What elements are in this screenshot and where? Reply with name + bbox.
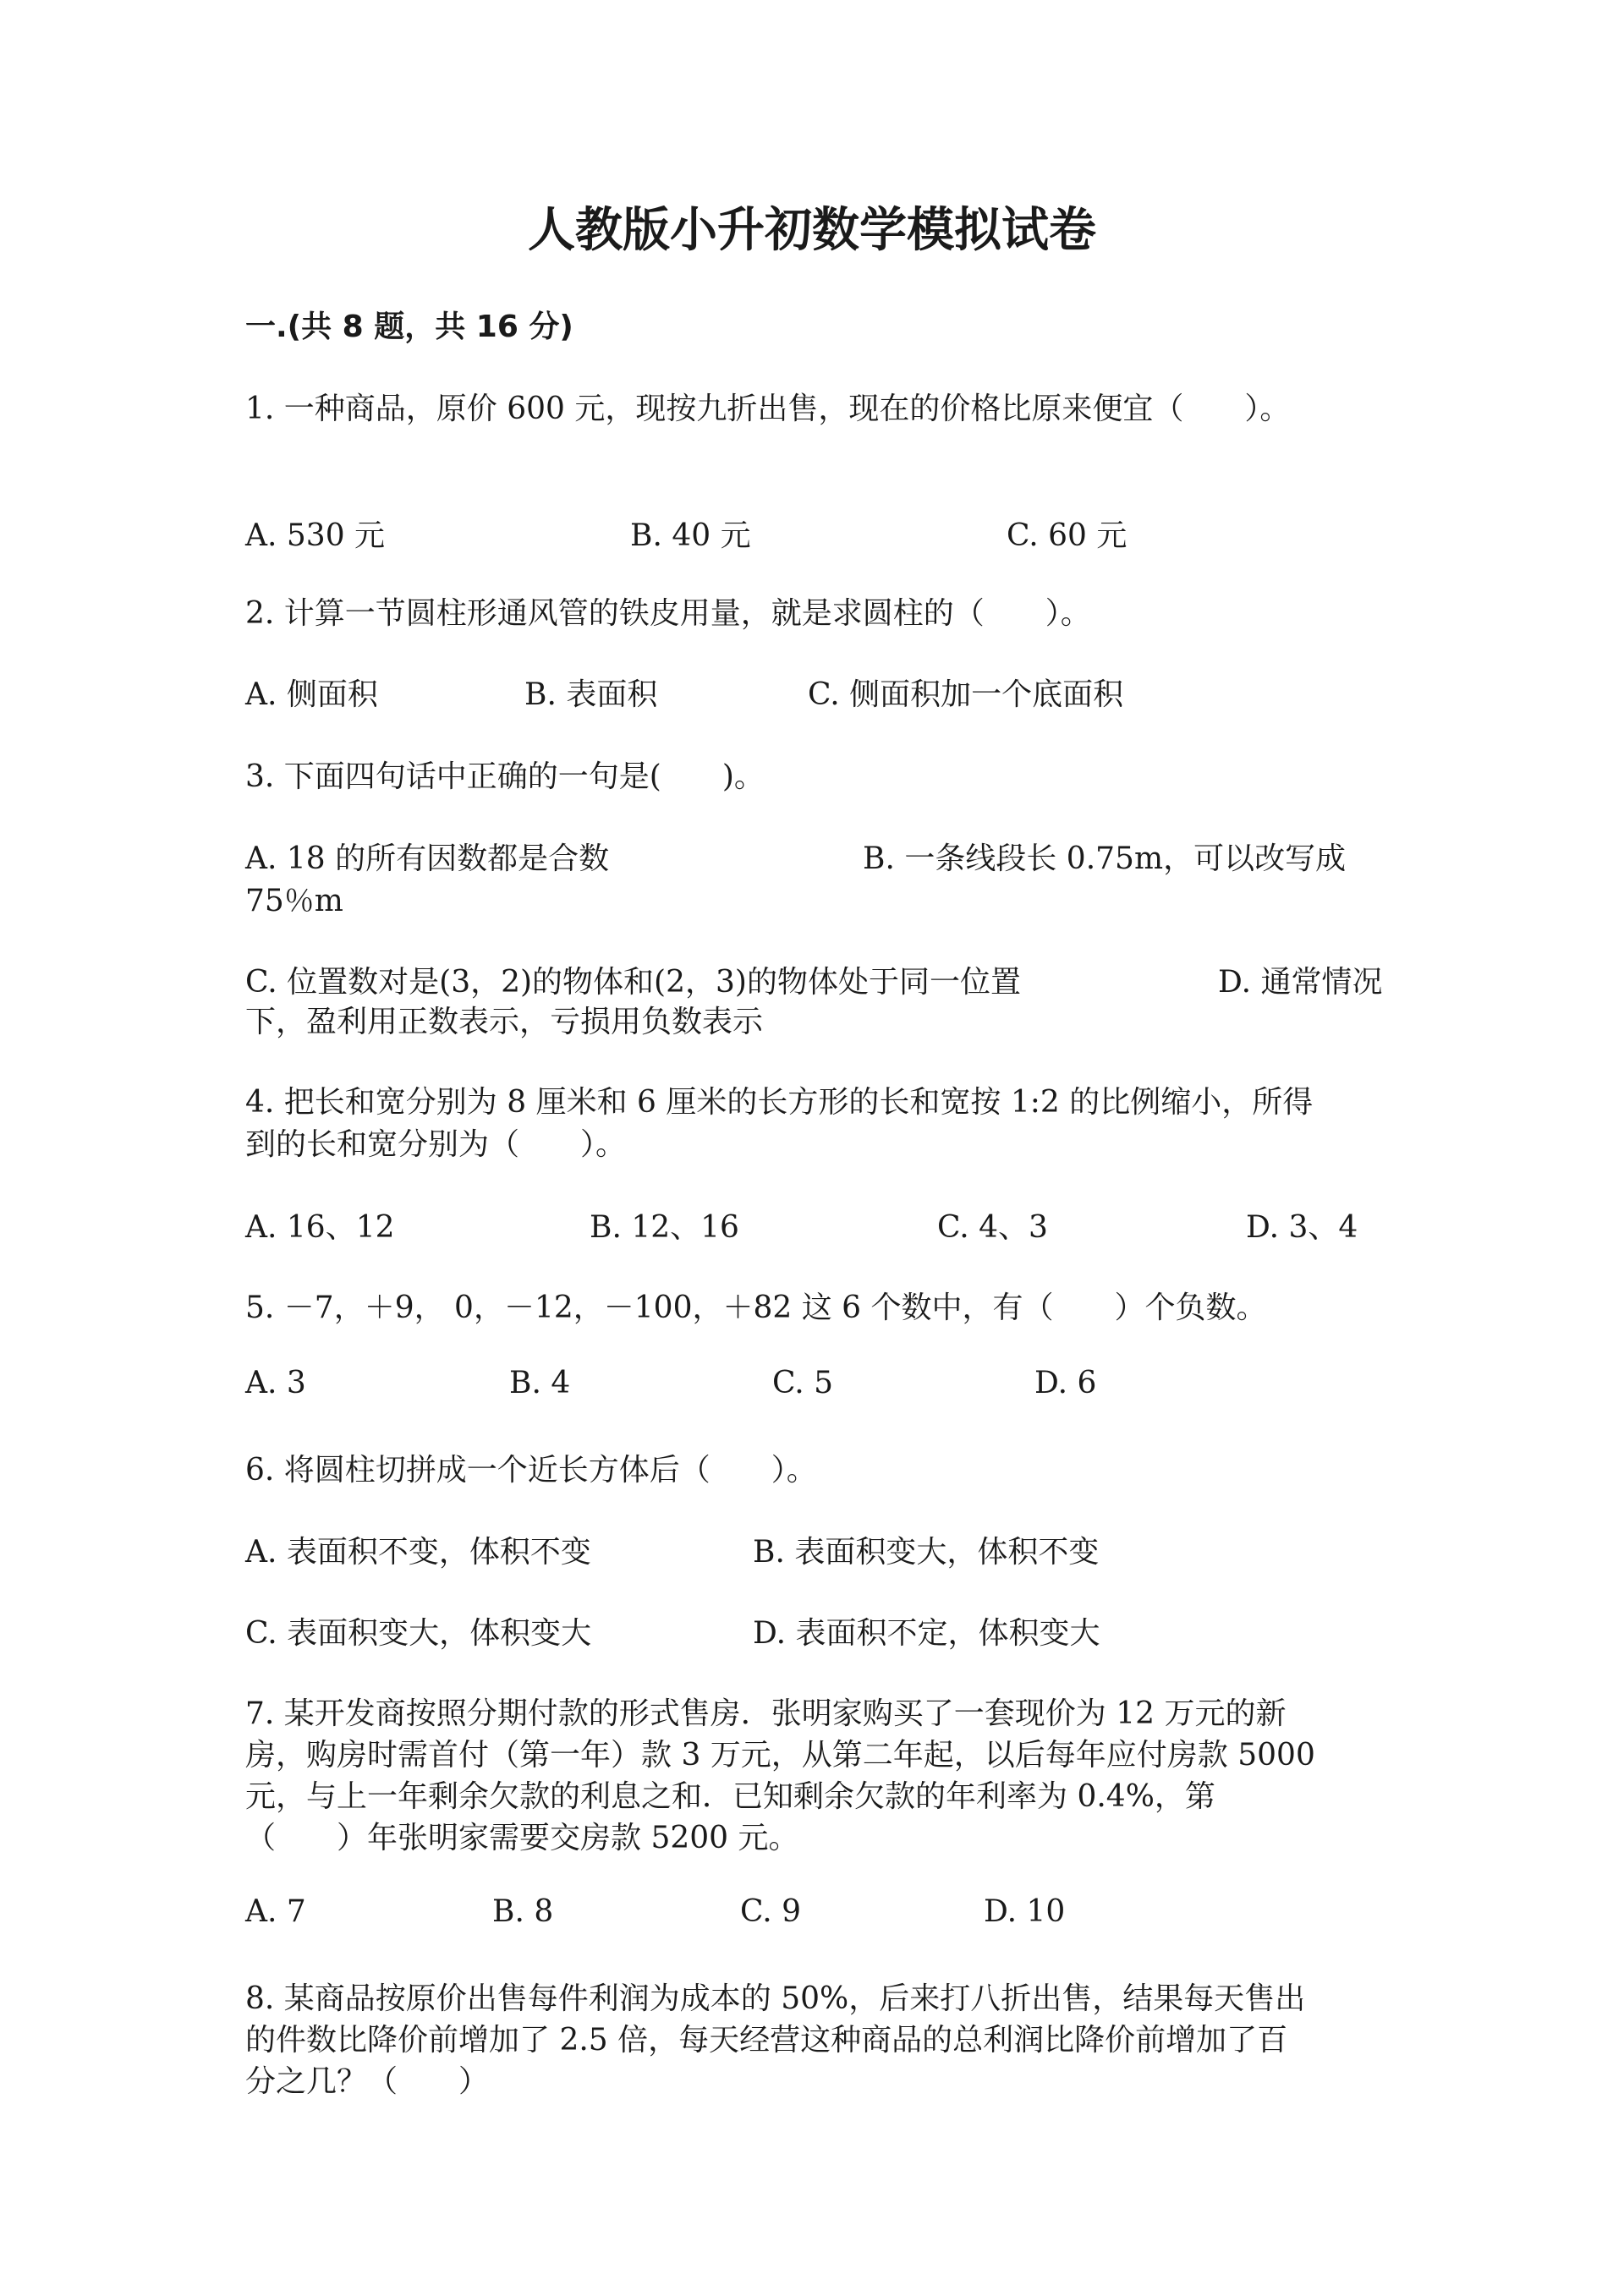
- question-1-text: 1. 一种商品，原价 600 元，现按九折出售，现在的价格比原来便宜（ ）。: [245, 392, 1291, 426]
- question-3-text: 3. 下面四句话中正确的一句是( )。: [245, 759, 765, 794]
- question-7-option-d: D. 10: [984, 1894, 1066, 1929]
- question-3-option-b-cont: 75％m: [245, 884, 343, 918]
- question-2-text: 2. 计算一节圆柱形通风管的铁皮用量，就是求圆柱的（ ）。: [245, 596, 1091, 631]
- question-5-option-c: C. 5: [772, 1366, 834, 1400]
- question-2-option-b: B. 表面积: [524, 677, 658, 712]
- question-4-option-b: B. 12、16: [590, 1210, 739, 1245]
- question-5-text: 5. －7，＋9， 0，－12，－100，＋82 这 6 个数中，有（ ）个负数。: [245, 1290, 1267, 1325]
- section-heading: 一.(共 8 题，共 16 分): [245, 310, 573, 344]
- question-3-option-c: C. 位置数对是(3，2)的物体和(2，3)的物体处于同一位置: [245, 965, 1021, 1000]
- question-6-option-b: B. 表面积变大，体积不变: [753, 1535, 1100, 1570]
- question-4-text-line-2: 到的长和宽分别为（ ）。: [245, 1127, 627, 1162]
- question-6-option-d: D. 表面积不定，体积变大: [753, 1616, 1100, 1651]
- question-3-option-d-cont: 下，盈利用正数表示，亏损用负数表示: [245, 1005, 764, 1039]
- question-7-option-c: C. 9: [740, 1894, 802, 1929]
- question-1-option-a: A. 530 元: [245, 518, 386, 553]
- question-1-option-b: B. 40 元: [630, 518, 751, 553]
- question-8-text-line-3: 分之几？（ ）: [245, 2064, 490, 2099]
- question-8-text-line-2: 的件数比降价前增加了 2.5 倍，每天经营这种商品的总利润比降价前增加了百: [245, 2023, 1288, 2058]
- question-7-option-a: A. 7: [245, 1894, 306, 1929]
- question-4-option-d: D. 3、4: [1246, 1210, 1358, 1245]
- question-6-option-a: A. 表面积不变，体积不变: [245, 1535, 591, 1570]
- question-1-option-c: C. 60 元: [1007, 518, 1127, 553]
- question-5-option-a: A. 3: [245, 1366, 306, 1400]
- question-6-option-c: C. 表面积变大，体积变大: [245, 1616, 592, 1651]
- question-4-text-line-1: 4. 把长和宽分别为 8 厘米和 6 厘米的长方形的长和宽按 1:2 的比例缩小，所得: [245, 1085, 1314, 1120]
- question-3-option-d: D. 通常情况: [1218, 965, 1383, 1000]
- question-4-option-a: A. 16、12: [245, 1210, 395, 1245]
- question-3-option-a: A. 18 的所有因数都是合数: [245, 841, 610, 876]
- question-2-option-c: C. 侧面积加一个底面积: [808, 677, 1124, 712]
- question-7-option-b: B. 8: [492, 1894, 554, 1929]
- question-7-text-line-3: 元，与上一年剩余欠款的利息之和．已知剩余欠款的年利率为 0.4%，第: [245, 1779, 1215, 1814]
- question-8-text-line-1: 8. 某商品按原价出售每件利润为成本的 50%，后来打八折出售，结果每天售出: [245, 1981, 1306, 2016]
- question-4-option-c: C. 4、3: [937, 1210, 1048, 1245]
- question-2-option-a: A. 侧面积: [245, 677, 378, 712]
- page-title: 人教版小升初数学模拟试卷: [528, 203, 1096, 258]
- question-6-text: 6. 将圆柱切拼成一个近长方体后（ ）。: [245, 1453, 817, 1488]
- question-5-option-b: B. 4: [509, 1366, 571, 1400]
- question-7-text-line-1: 7. 某开发商按照分期付款的形式售房．张明家购买了一套现价为 12 万元的新: [245, 1696, 1287, 1731]
- question-5-option-d: D. 6: [1034, 1366, 1097, 1400]
- question-7-text-line-4: （ ）年张明家需要交房款 5200 元。: [245, 1821, 799, 1855]
- question-7-text-line-2: 房，购房时需首付（第一年）款 3 万元，从第二年起，以后每年应付房款 5000: [245, 1738, 1315, 1773]
- question-3-option-b: B. 一条线段长 0.75m，可以改写成: [863, 841, 1347, 876]
